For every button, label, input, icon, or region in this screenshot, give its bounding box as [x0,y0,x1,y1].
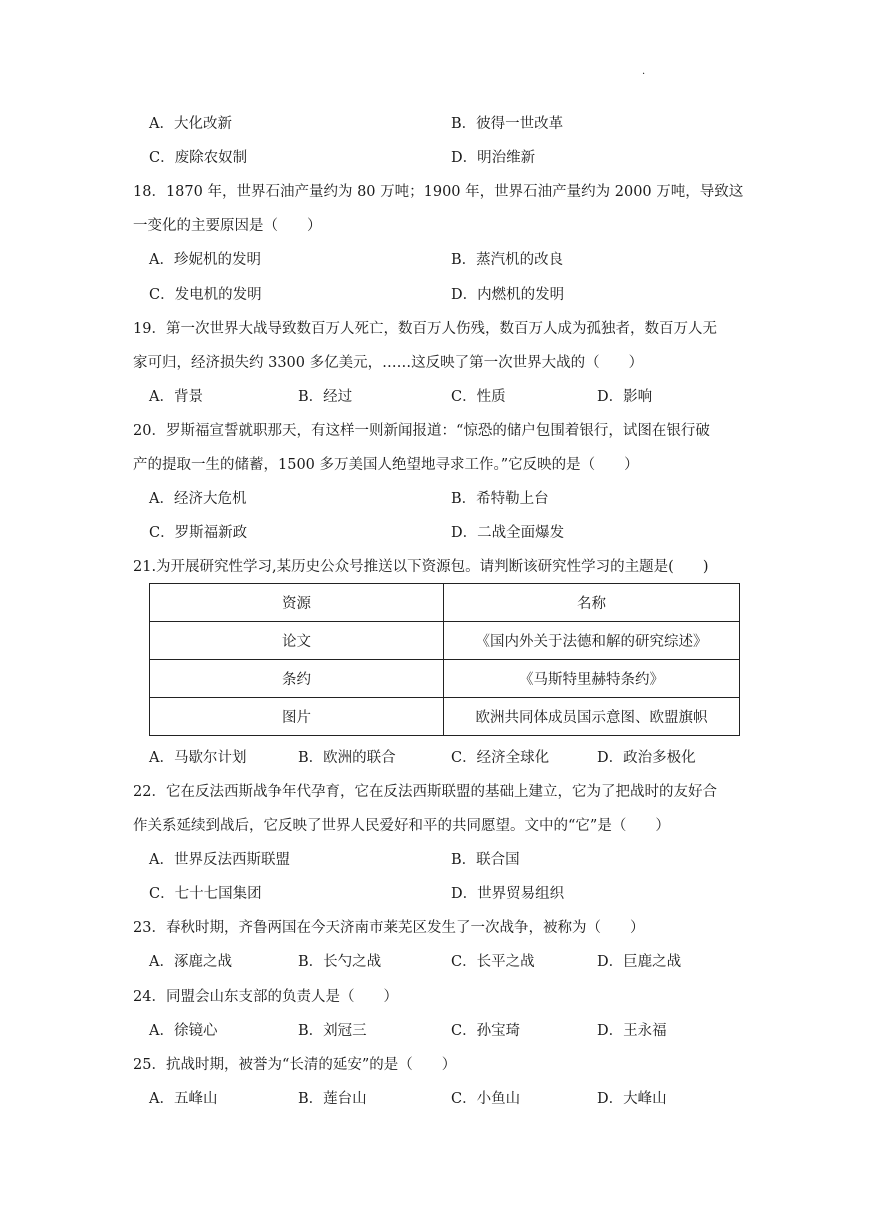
q21-option-d: D．政治多极化 [597,750,696,766]
q25-option-a: A．五峰山 [149,1091,218,1107]
q25-option-c: C．小鱼山 [451,1091,521,1107]
q18-stem-line2: 一变化的主要原因是（ ） [133,218,322,234]
q19-option-b: B．经过 [298,389,353,405]
q20-option-b: B．希特勒上台 [451,491,549,507]
q19-stem-line2: 家可归，经济损失约 3300 多亿美元，……这反映了第一次世界大战的（ ） [133,355,644,371]
q17-option-a: A．大化改新 [149,116,232,132]
q23-option-a: A．涿鹿之战 [149,954,232,970]
q23-stem-line1: 23．春秋时期，齐鲁两国在今天济南市莱芜区发生了一次战争，被称为（ ） [133,920,645,936]
q18-option-b: B．蒸汽机的改良 [451,252,564,268]
q22-stem-line1: 22．它在反法西斯战争年代孕育，它在反法西斯联盟的基础上建立，它为了把战时的友好合 [133,784,717,800]
table-header-cell: 资源 [150,584,444,622]
q20-option-c: C．罗斯福新政 [149,525,248,541]
q22-option-b: B．联合国 [451,852,520,868]
q25-option-b: B．莲台山 [298,1091,367,1107]
q18-option-c: C．发电机的发明 [149,287,262,303]
q19-stem-line1: 19．第一次世界大战导致数百万人死亡，数百万人伤残，数百万人成为孤独者，数百万人无 [133,321,717,337]
q22-option-a: A．世界反法西斯联盟 [149,852,290,868]
q19-option-c: C．性质 [451,389,506,405]
table-cell: 《国内外关于法德和解的研究综述》 [444,622,740,660]
q21-stem-line1: 21.为开展研究性学习,某历史公众号推送以下资源包。请判断该研究性学习的主题是( ) [133,559,709,575]
q21-option-b: B．欧洲的联合 [298,750,396,766]
q24-option-b: B．刘冠三 [298,1023,367,1039]
q18-option-d: D．内燃机的发明 [451,287,565,303]
q19-option-d: D．影响 [597,389,653,405]
resource-table [149,583,740,736]
table-header-cell: 名称 [444,584,740,622]
q22-stem-line2: 作关系延续到战后，它反映了世界人民爱好和平的共同愿望。文中的“它”是（ ） [133,818,670,834]
q25-option-d: D．大峰山 [597,1091,667,1107]
q22-option-d: D．世界贸易组织 [451,886,565,902]
q19-option-a: A．背景 [149,389,203,405]
q24-stem-line1: 24．同盟会山东支部的负责人是（ ） [133,989,398,1005]
table-cell: 图片 [150,698,444,736]
q23-option-c: C．长平之战 [451,954,535,970]
q17-option-b: B．彼得一世改革 [451,116,564,132]
table-cell: 《马斯特里赫特条约》 [444,660,740,698]
header-dot: . [642,66,646,77]
q20-option-a: A．经济大危机 [149,491,247,507]
q18-stem-line1: 18．1870 年，世界石油产量约为 80 万吨；1900 年，世界石油产量约为 2000 万吨，导致这 [133,184,744,200]
q20-option-d: D．二战全面爆发 [451,525,565,541]
q25-stem-line1: 25．抗战时期，被誉为“长清的延安”的是（ ） [133,1057,457,1073]
q21-option-a: A．马歇尔计划 [149,750,247,766]
table-row [150,698,740,736]
table-row [150,622,740,660]
q20-stem-line2: 产的提取一生的储蓄，1500 多万美国人绝望地寻求工作。”它反映的是（ ） [133,457,639,473]
table-cell: 欧洲共同体成员国示意图、欧盟旗帜 [444,698,740,736]
q24-option-d: D．王永福 [597,1023,667,1039]
q22-option-c: C．七十七国集团 [149,886,262,902]
table-cell: 论文 [150,622,444,660]
q20-stem-line1: 20．罗斯福宣誓就职那天，有这样一则新闻报道：“惊恐的储户包围着银行，试图在银行破 [133,423,710,439]
table-header-row [150,584,740,622]
q23-option-b: B．长勺之战 [298,954,382,970]
table-row [150,660,740,698]
table-cell: 条约 [150,660,444,698]
q21-option-c: C．经济全球化 [451,750,550,766]
q17-option-d: D．明治维新 [451,150,536,166]
q17-option-c: C．废除农奴制 [149,150,248,166]
q23-option-d: D．巨鹿之战 [597,954,682,970]
q24-option-a: A．徐镜心 [149,1023,218,1039]
q18-option-a: A．珍妮机的发明 [149,252,261,268]
q24-option-c: C．孙宝琦 [451,1023,521,1039]
